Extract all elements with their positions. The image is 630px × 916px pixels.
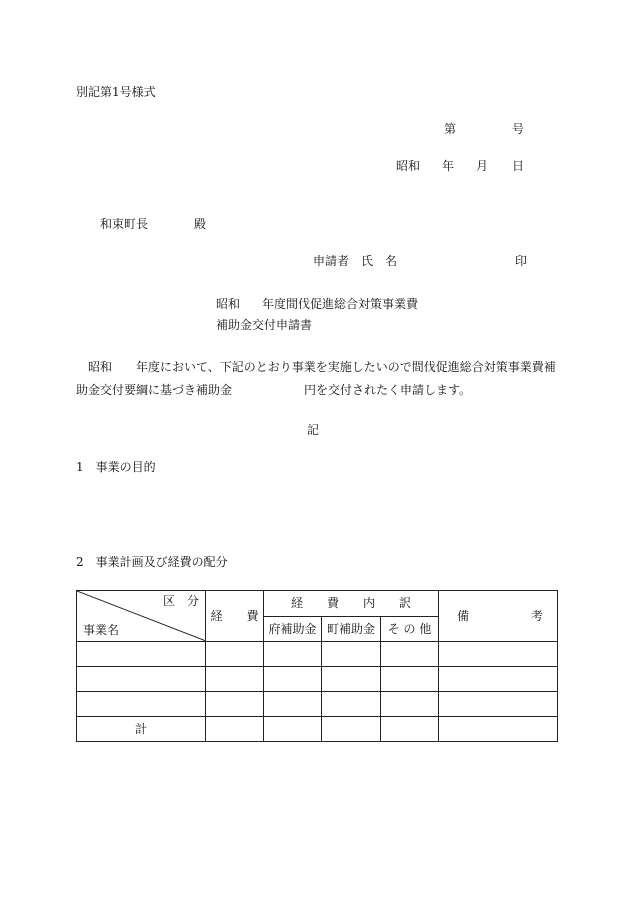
total-label: 計: [77, 717, 206, 742]
seal-mark: 印: [515, 254, 528, 268]
body-text-line2: 助金交付要綱に基づき補助金 円を交付されたく申請します。: [76, 383, 472, 397]
table-cell[interactable]: [381, 692, 439, 717]
date-month: 月: [476, 159, 489, 173]
addressee-name: 和束町長: [100, 217, 149, 231]
table-cell[interactable]: [77, 667, 206, 692]
date-day: 日: [512, 159, 525, 173]
table-cell[interactable]: [206, 667, 264, 692]
addressee: [100, 217, 206, 231]
number-prefix: 第: [444, 122, 457, 136]
ki-heading: 記: [307, 423, 320, 437]
table-cell[interactable]: [264, 717, 322, 742]
table-cell[interactable]: [322, 667, 381, 692]
pref-subsidy-header: 府補助金: [264, 616, 322, 642]
document-title-line2: 補助金交付申請書: [216, 318, 313, 332]
document-number: [444, 122, 524, 136]
table-cell[interactable]: [77, 692, 206, 717]
cost-header: 経 費: [206, 591, 264, 642]
other-header: そ の 他: [381, 616, 439, 642]
section1-heading: 1 事業の目的: [76, 460, 156, 474]
number-suffix: 号: [512, 122, 525, 136]
table-cell[interactable]: [322, 642, 381, 667]
applicant-name-field: 氏 名: [361, 254, 398, 268]
total-row: [77, 717, 558, 742]
section2-heading: 2 事業計画及び経費の配分: [76, 555, 228, 569]
table-cell[interactable]: [381, 717, 439, 742]
document-title-line1: 昭和 年度間伐促進総合対策事業費: [216, 297, 419, 311]
document-date: [396, 159, 524, 173]
body-text-line1: 昭和 年度において、下記のとおり事業を実施したいので間伐促進総合対策事業費補: [88, 360, 556, 374]
table-cell[interactable]: [77, 642, 206, 667]
table-cell[interactable]: [381, 667, 439, 692]
breakdown-header: 経 費 内 訳: [264, 591, 439, 617]
corner-category-label: 区 分: [162, 594, 199, 608]
town-subsidy-header: 町補助金: [322, 616, 381, 642]
form-label: 別記第1号様式: [76, 85, 156, 99]
table-cell[interactable]: [439, 692, 558, 717]
budget-table: [76, 590, 558, 742]
table-cell[interactable]: [206, 717, 264, 742]
table-row: [77, 692, 558, 717]
table-row: [77, 642, 558, 667]
corner-header-cell: [77, 591, 206, 642]
table-cell[interactable]: [439, 667, 558, 692]
table-cell[interactable]: [264, 692, 322, 717]
table-cell[interactable]: [264, 642, 322, 667]
table-cell[interactable]: [206, 692, 264, 717]
table-cell[interactable]: [322, 717, 381, 742]
table-cell[interactable]: [439, 642, 558, 667]
remarks-header: 備 考: [439, 591, 558, 642]
table-cell[interactable]: [381, 642, 439, 667]
table-cell[interactable]: [439, 717, 558, 742]
table-row: [77, 667, 558, 692]
addressee-honorific: 殿: [194, 217, 207, 231]
table-cell[interactable]: [322, 692, 381, 717]
date-era: 昭和: [396, 159, 421, 173]
date-year: 年: [442, 159, 455, 173]
corner-project-label: 事業名: [83, 623, 120, 637]
table-cell[interactable]: [206, 642, 264, 667]
applicant-label: 申請者 氏 名: [313, 254, 398, 268]
table-cell[interactable]: [264, 667, 322, 692]
